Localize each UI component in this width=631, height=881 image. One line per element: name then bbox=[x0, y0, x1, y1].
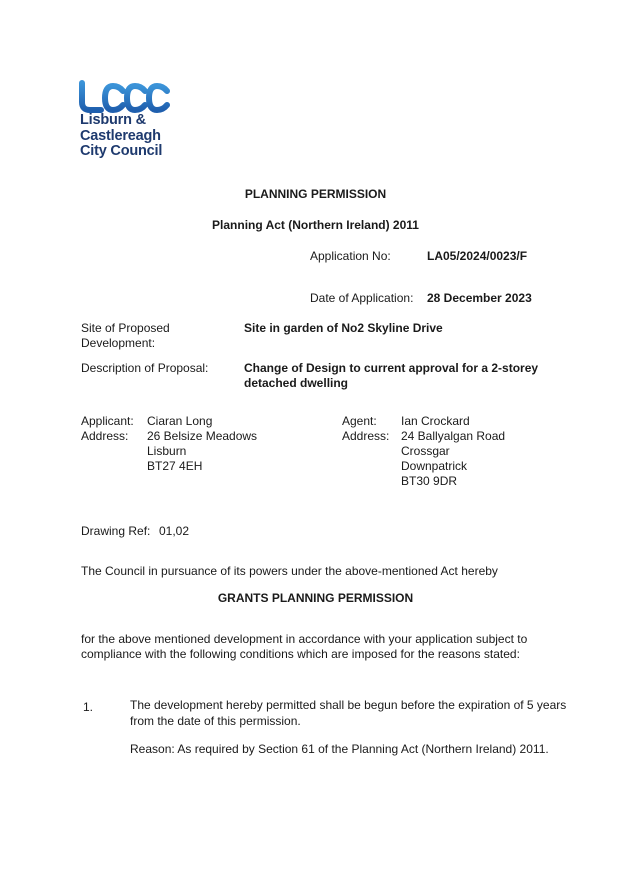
applicant-labels bbox=[81, 414, 134, 444]
agent-address-label: Address: bbox=[342, 429, 390, 443]
site-label bbox=[81, 321, 170, 351]
condition-number: 1. bbox=[83, 700, 94, 714]
proposal-value bbox=[244, 361, 538, 391]
agent-name-label: Agent: bbox=[342, 414, 377, 428]
application-number-label: Application No: bbox=[310, 249, 391, 263]
council-name-line-3: City Council bbox=[80, 143, 163, 159]
site-value: Site in garden of No2 Skyline Drive bbox=[244, 321, 443, 335]
act-title: Planning Act (Northern Ireland) 2011 bbox=[212, 218, 419, 232]
applicant-address-line-2: Lisburn bbox=[147, 444, 187, 458]
condition-text-line-2: from the date of this permission. bbox=[130, 714, 301, 728]
drawing-ref-value: 01,02 bbox=[159, 524, 190, 538]
site-label-line-1: Site of Proposed bbox=[81, 321, 170, 335]
agent-address-line-1: 24 Ballyalgan Road bbox=[401, 429, 506, 443]
application-date-value: 28 December 2023 bbox=[427, 291, 532, 305]
agent-address-line-3: Downpatrick bbox=[401, 459, 468, 473]
proposal-value-line-2: detached dwelling bbox=[244, 376, 349, 390]
council-name bbox=[80, 113, 162, 160]
council-name-line-1: Lisburn & bbox=[80, 112, 146, 128]
subject-line-1: for the above mentioned development in accordance with your application subject to bbox=[81, 632, 528, 646]
proposal-value-line-1: Change of Design to current approval for a 2-storey bbox=[244, 361, 539, 375]
condition-text-line-1: The development hereby permitted shall be begun before the expiration of 5 years bbox=[130, 698, 567, 712]
applicant-address-label: Address: bbox=[81, 429, 129, 443]
drawing-ref-label: Drawing Ref: bbox=[81, 524, 151, 538]
lccc-logo-mark-icon bbox=[79, 80, 171, 114]
agent-address-line-4: BT30 9DR bbox=[401, 474, 458, 488]
applicant-details bbox=[147, 414, 257, 474]
condition-text bbox=[130, 697, 566, 729]
council-name-line-2: Castlereagh bbox=[80, 127, 161, 144]
site-label-line-2: Development: bbox=[81, 336, 156, 350]
applicant-name: Ciaran Long bbox=[147, 414, 213, 428]
condition-reason: Reason: As required by Section 61 of the Planning Act (Northern Ireland) 2011. bbox=[130, 742, 549, 756]
agent-labels bbox=[342, 414, 389, 444]
application-date-label: Date of Application: bbox=[310, 291, 414, 305]
agent-name: Ian Crockard bbox=[401, 414, 470, 428]
document-title: PLANNING PERMISSION bbox=[244, 187, 387, 201]
proposal-label: Description of Proposal: bbox=[81, 361, 209, 375]
application-number-value: LA05/2024/0023/F bbox=[427, 249, 528, 263]
subject-paragraph bbox=[81, 632, 527, 662]
applicant-address-line-1: 26 Belsize Meadows bbox=[147, 429, 258, 443]
applicant-address-line-3: BT27 4EH bbox=[147, 459, 203, 473]
subject-line-2: compliance with the following conditions which are imposed for the reasons stated: bbox=[81, 647, 520, 661]
agent-address-line-2: Crossgar bbox=[401, 444, 450, 458]
applicant-name-label: Applicant: bbox=[81, 414, 134, 428]
council-logo bbox=[79, 80, 179, 165]
agent-details bbox=[401, 414, 505, 489]
intro-paragraph: The Council in pursuance of its powers under the above-mentioned Act hereby bbox=[81, 564, 498, 578]
grant-heading: GRANTS PLANNING PERMISSION bbox=[217, 591, 414, 605]
